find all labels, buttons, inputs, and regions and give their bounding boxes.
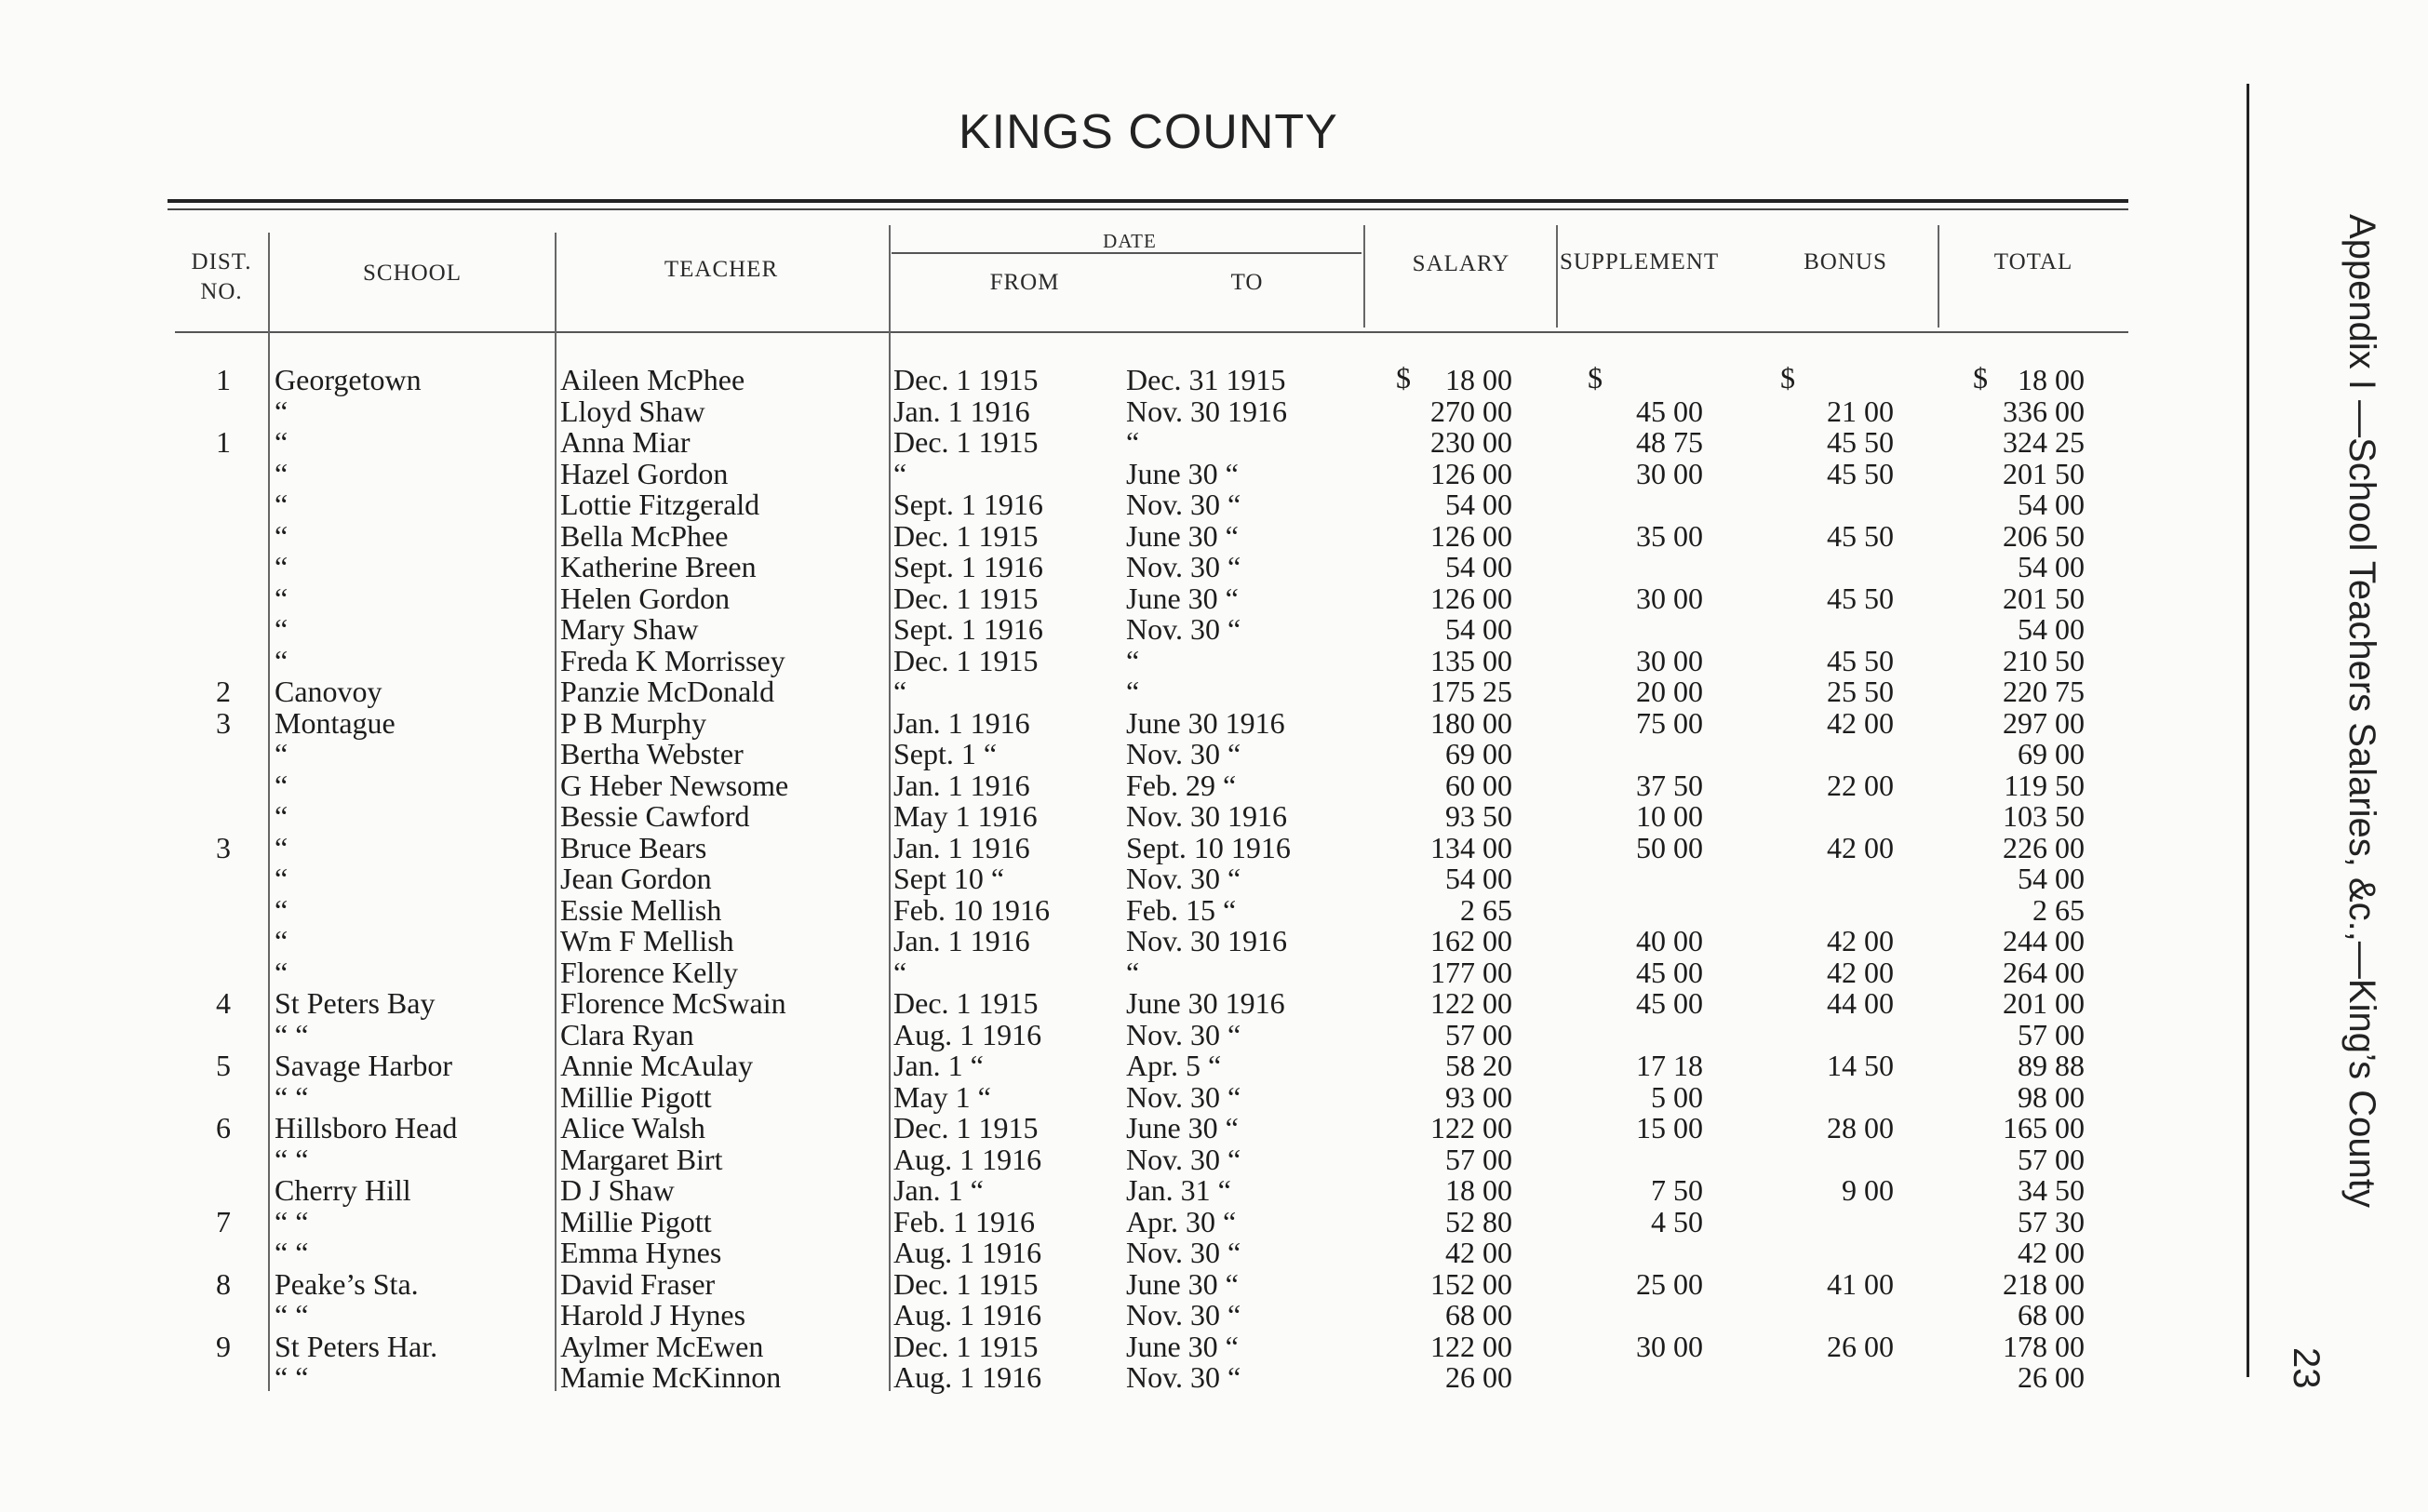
cell-from: Dec. 1 1915	[893, 1266, 1039, 1301]
cell-from: Jan. 1 “	[893, 1173, 984, 1207]
cell-supplement: 10 00	[1636, 799, 1703, 833]
cell-teacher: Margaret Birt	[560, 1142, 723, 1176]
cell-to: June 30 “	[1126, 1266, 1239, 1301]
cell-total: 54 00	[2018, 612, 2085, 646]
cell-salary: 54 00	[1445, 488, 1512, 521]
page-number: 23	[2286, 1347, 2327, 1389]
cell-school: “	[275, 892, 288, 927]
column-divider	[268, 233, 270, 1391]
cell-total: 210 50	[2003, 643, 2085, 677]
cell-school: “	[275, 581, 288, 615]
cell-from: Sept. 1 “	[893, 737, 998, 770]
cell-bonus: 45 50	[1827, 643, 1894, 677]
cell-from: Aug. 1 1916	[893, 1017, 1042, 1051]
cell-school: Peake’s Sta.	[275, 1266, 419, 1301]
cell-dist: 3	[216, 830, 231, 864]
cell-teacher: Jean Gordon	[560, 862, 712, 895]
cell-salary: 177 00	[1430, 955, 1512, 989]
cell-teacher: Aylmer McEwen	[560, 1329, 764, 1363]
cell-dist: 7	[216, 1204, 231, 1238]
cell-school: “	[275, 768, 288, 802]
cell-school: Savage Harbor	[275, 1049, 453, 1082]
cell-teacher: Wm F Mellish	[560, 924, 734, 957]
side-rule	[2247, 84, 2249, 1377]
header-from: FROM	[989, 270, 1060, 295]
cell-total: 220 75	[2003, 675, 2085, 708]
cell-total: 324 25	[2003, 425, 2085, 459]
cell-school: “	[275, 612, 288, 646]
cell-total: 2 65	[2032, 892, 2085, 927]
cell-to: June 30 “	[1126, 1329, 1239, 1363]
cell-salary: 57 00	[1445, 1142, 1512, 1176]
cell-to: Nov. 30 “	[1126, 1360, 1241, 1394]
cell-from: Dec. 1 1915	[893, 1111, 1039, 1144]
cell-school: “	[275, 643, 288, 677]
cell-salary: 175 25	[1430, 675, 1512, 708]
cell-salary: 54 00	[1445, 550, 1512, 583]
cell-total: 69 00	[2018, 737, 2085, 770]
cell-from: Aug. 1 1916	[893, 1360, 1042, 1394]
cell-supplement: 48 75	[1636, 425, 1703, 459]
cell-bonus: 42 00	[1827, 924, 1894, 957]
cell-dist: 5	[216, 1049, 231, 1082]
cell-school: “	[275, 924, 288, 957]
cell-teacher: Essie Mellish	[560, 892, 722, 927]
side-caption: Appendix I —School Teachers Salaries, &c.,—King’s County	[2341, 214, 2382, 1208]
cell-total: 98 00	[2018, 1079, 2085, 1114]
cell-to: Nov. 30 1916	[1126, 924, 1288, 957]
cell-dist: 8	[216, 1266, 231, 1301]
cell-total: 264 00	[2003, 955, 2085, 989]
cell-school: “	[275, 737, 288, 770]
cell-supplement: 45 00	[1636, 986, 1703, 1020]
cell-teacher: Clara Ryan	[560, 1017, 694, 1051]
cell-from: Dec. 1 1915	[893, 643, 1039, 677]
header-rule	[175, 331, 2128, 333]
cell-teacher: Hazel Gordon	[560, 456, 729, 490]
cell-salary: 2 65	[1460, 892, 1512, 927]
cell-from: Dec. 1 1915	[893, 1329, 1039, 1363]
cell-supplement: 45 00	[1636, 394, 1703, 428]
cell-to: June 30 “	[1126, 456, 1239, 490]
header-supplement: SUPPLEMENT	[1560, 249, 1720, 274]
cell-from: Jan. 1 1916	[893, 924, 1030, 957]
cell-from: Jan. 1 1916	[893, 768, 1030, 802]
cell-salary: 52 80	[1445, 1204, 1512, 1238]
cell-total: 201 00	[2003, 986, 2085, 1020]
cell-to: June 30 1916	[1126, 986, 1285, 1020]
cell-total: 226 00	[2003, 830, 2085, 864]
cell-from: Feb. 1 1916	[893, 1204, 1035, 1238]
cell-bonus: 26 00	[1827, 1329, 1894, 1363]
cell-total: 57 00	[2018, 1142, 2085, 1176]
cell-dist: 1	[216, 363, 231, 396]
cell-school: “ “	[275, 1360, 309, 1394]
cell-from: Dec. 1 1915	[893, 518, 1039, 553]
cell-total: 336 00	[2003, 394, 2085, 428]
header-teacher: TEACHER	[664, 257, 779, 282]
cell-from: “	[893, 955, 907, 989]
cell-school: “	[275, 394, 288, 428]
cell-salary: 126 00	[1430, 518, 1512, 553]
cell-total: 218 00	[2003, 1266, 2085, 1301]
cell-total: 244 00	[2003, 924, 2085, 957]
cell-to: Nov. 30 1916	[1126, 799, 1288, 833]
cell-bonus: 42 00	[1827, 705, 1894, 740]
cell-total: 26 00	[2018, 1360, 2085, 1394]
cell-teacher: Aileen McPhee	[560, 363, 745, 396]
cell-school: “ “	[275, 1142, 309, 1176]
cell-total: 54 00	[2018, 550, 2085, 583]
cell-from: Jan. 1 “	[893, 1049, 984, 1082]
cell-supplement: 75 00	[1636, 705, 1703, 740]
cell-salary: 69 00	[1445, 737, 1512, 770]
cell-teacher: Millie Pigott	[560, 1079, 712, 1114]
cell-to: June 30 “	[1126, 581, 1239, 615]
cell-bonus: 45 50	[1827, 518, 1894, 553]
cell-bonus: 45 50	[1827, 425, 1894, 459]
cell-total: 103 50	[2003, 799, 2085, 833]
cell-salary: 126 00	[1430, 456, 1512, 490]
cell-teacher: Florence McSwain	[560, 986, 786, 1020]
cell-from: Jan. 1 1916	[893, 394, 1030, 428]
cell-teacher: Katherine Breen	[560, 550, 757, 583]
column-divider	[1938, 225, 1939, 328]
cell-from: Sept 10 “	[893, 862, 1005, 895]
cell-salary: 68 00	[1445, 1298, 1512, 1331]
cell-to: Dec. 31 1915	[1126, 363, 1286, 396]
cell-school: “	[275, 456, 288, 490]
cell-bonus: 9 00	[1842, 1173, 1894, 1207]
cell-teacher: Bessie Cawford	[560, 799, 750, 833]
cell-from: Aug. 1 1916	[893, 1142, 1042, 1176]
cell-to: Nov. 30 “	[1126, 612, 1241, 646]
cell-supplement: 25 00	[1636, 1266, 1703, 1301]
cell-school: “	[275, 830, 288, 864]
top-rule	[168, 199, 2128, 203]
cell-to: Apr. 5 “	[1126, 1049, 1222, 1082]
cell-salary: 26 00	[1445, 1360, 1512, 1394]
cell-from: Dec. 1 1915	[893, 986, 1039, 1020]
cell-total: 57 00	[2018, 1017, 2085, 1051]
cell-school: Hillsboro Head	[275, 1111, 458, 1144]
cell-dist: 4	[216, 986, 231, 1020]
cell-teacher: Helen Gordon	[560, 581, 731, 615]
cell-dist: 2	[216, 675, 231, 708]
cell-teacher: G Heber Newsome	[560, 768, 789, 802]
cell-supplement: 37 50	[1636, 768, 1703, 802]
cell-from: Sept. 1 1916	[893, 550, 1043, 583]
currency-symbol: $	[1780, 361, 1795, 395]
cell-salary: 93 50	[1445, 799, 1512, 833]
cell-from: Sept. 1 1916	[893, 612, 1043, 646]
cell-teacher: Emma Hynes	[560, 1236, 722, 1269]
cell-school: “	[275, 799, 288, 833]
cell-bonus: 45 50	[1827, 456, 1894, 490]
cell-teacher: Mary Shaw	[560, 612, 699, 646]
cell-to: Sept. 10 1916	[1126, 830, 1291, 864]
cell-salary: 122 00	[1430, 1111, 1512, 1144]
cell-from: Feb. 10 1916	[893, 892, 1050, 927]
cell-salary: 126 00	[1430, 581, 1512, 615]
cell-teacher: Lloyd Shaw	[560, 394, 705, 428]
cell-dist: 3	[216, 705, 231, 740]
cell-school: “	[275, 488, 288, 521]
cell-salary: 42 00	[1445, 1236, 1512, 1269]
cell-salary: 152 00	[1430, 1266, 1512, 1301]
cell-bonus: 28 00	[1827, 1111, 1894, 1144]
cell-school: “ “	[275, 1236, 309, 1269]
cell-supplement: 40 00	[1636, 924, 1703, 957]
cell-total: 119 50	[2004, 768, 2085, 802]
cell-school: “	[275, 518, 288, 553]
cell-school: Montague	[275, 705, 396, 740]
cell-salary: 180 00	[1430, 705, 1512, 740]
cell-salary: 230 00	[1430, 425, 1512, 459]
column-divider	[1363, 225, 1365, 328]
cell-teacher: David Fraser	[560, 1266, 716, 1301]
cell-bonus: 42 00	[1827, 955, 1894, 989]
cell-from: Aug. 1 1916	[893, 1236, 1042, 1269]
cell-school: “	[275, 550, 288, 583]
cell-supplement: 50 00	[1636, 830, 1703, 864]
cell-school: “ “	[275, 1204, 309, 1238]
cell-from: Jan. 1 1916	[893, 830, 1030, 864]
cell-from: May 1 1916	[893, 799, 1038, 833]
header-no: NO.	[200, 279, 243, 304]
cell-school: “	[275, 955, 288, 989]
top-rule-thin	[168, 208, 2128, 210]
cell-to: June 30 “	[1126, 518, 1239, 553]
cell-school: “	[275, 862, 288, 895]
cell-supplement: 20 00	[1636, 675, 1703, 708]
cell-teacher: Lottie Fitzgerald	[560, 488, 760, 521]
header-school: SCHOOL	[362, 261, 463, 286]
cell-to: Nov. 30 “	[1126, 550, 1241, 583]
cell-to: “	[1126, 425, 1140, 459]
cell-total: 57 30	[2018, 1204, 2085, 1238]
cell-salary: 60 00	[1445, 768, 1512, 802]
cell-dist: 9	[216, 1329, 231, 1363]
cell-teacher: Annie McAulay	[560, 1049, 754, 1082]
cell-teacher: Panzie McDonald	[560, 675, 775, 708]
cell-salary: 58 20	[1445, 1049, 1512, 1082]
cell-teacher: Mamie McKinnon	[560, 1360, 782, 1394]
cell-to: Feb. 15 “	[1126, 892, 1237, 927]
cell-salary: 135 00	[1430, 643, 1512, 677]
cell-to: Nov. 30 “	[1126, 737, 1241, 770]
cell-to: Feb. 29 “	[1126, 768, 1237, 802]
cell-to: Nov. 30 “	[1126, 1236, 1241, 1269]
cell-total: 297 00	[2003, 705, 2085, 740]
cell-total: 178 00	[2003, 1329, 2085, 1363]
header-total: TOTAL	[1993, 249, 2073, 274]
cell-total: 54 00	[2018, 488, 2085, 521]
cell-teacher: Bertha Webster	[560, 737, 744, 770]
cell-teacher: Bruce Bears	[560, 830, 707, 864]
cell-school: Georgetown	[275, 363, 422, 396]
cell-total: 201 50	[2003, 581, 2085, 615]
cell-total: 201 50	[2003, 456, 2085, 490]
cell-from: Dec. 1 1915	[893, 363, 1039, 396]
cell-to: Nov. 30 “	[1126, 1079, 1241, 1114]
cell-salary: 93 00	[1445, 1079, 1512, 1114]
cell-bonus: 45 50	[1827, 581, 1894, 615]
cell-to: “	[1126, 675, 1140, 708]
cell-school: “ “	[275, 1298, 309, 1331]
cell-total: 54 00	[2018, 862, 2085, 895]
cell-salary: 134 00	[1430, 830, 1512, 864]
cell-school: “ “	[275, 1079, 309, 1114]
cell-school: “ “	[275, 1017, 309, 1051]
cell-bonus: 22 00	[1827, 768, 1894, 802]
header-salary: SALARY	[1412, 251, 1510, 276]
column-divider	[889, 225, 891, 1391]
cell-to: Nov. 30 “	[1126, 1142, 1241, 1176]
cell-salary: 54 00	[1445, 862, 1512, 895]
header-to: TO	[1230, 270, 1264, 295]
cell-supplement: 15 00	[1636, 1111, 1703, 1144]
currency-symbol: $	[1588, 361, 1603, 395]
cell-bonus: 21 00	[1827, 394, 1894, 428]
cell-salary: 122 00	[1430, 1329, 1512, 1363]
cell-salary: 270 00	[1430, 394, 1512, 428]
cell-to: Nov. 30 “	[1126, 862, 1241, 895]
cell-to: Nov. 30 “	[1126, 1298, 1241, 1331]
cell-teacher: Harold J Hynes	[560, 1298, 746, 1331]
cell-school: Canovoy	[275, 675, 382, 708]
cell-to: “	[1126, 955, 1140, 989]
cell-total: 165 00	[2003, 1111, 2085, 1144]
cell-teacher: P B Murphy	[560, 705, 707, 740]
cell-from: Aug. 1 1916	[893, 1298, 1042, 1331]
cell-total: 34 50	[2018, 1173, 2085, 1207]
cell-bonus: 41 00	[1827, 1266, 1894, 1301]
cell-bonus: 42 00	[1827, 830, 1894, 864]
cell-from: Jan. 1 1916	[893, 705, 1030, 740]
cell-supplement: 30 00	[1636, 643, 1703, 677]
cell-to: Nov. 30 “	[1126, 1017, 1241, 1051]
header-bonus: BONUS	[1804, 249, 1887, 274]
cell-salary: 54 00	[1445, 612, 1512, 646]
cell-dist: 6	[216, 1111, 231, 1144]
cell-to: Jan. 31 “	[1126, 1173, 1231, 1207]
cell-teacher: Anna Miar	[560, 425, 691, 459]
cell-supplement: 45 00	[1636, 955, 1703, 989]
cell-teacher: D J Shaw	[560, 1173, 675, 1207]
cell-from: “	[893, 675, 907, 708]
cell-salary: 18 00	[1445, 363, 1512, 396]
cell-from: “	[893, 456, 907, 490]
cell-supplement: 30 00	[1636, 456, 1703, 490]
cell-dist: 1	[216, 425, 231, 459]
cell-teacher: Millie Pigott	[560, 1204, 712, 1238]
cell-to: Nov. 30 “	[1126, 488, 1241, 521]
cell-salary: 122 00	[1430, 986, 1512, 1020]
cell-school: “	[275, 425, 288, 459]
cell-to: June 30 1916	[1126, 705, 1285, 740]
cell-to: Nov. 30 1916	[1126, 394, 1288, 428]
cell-total: 68 00	[2018, 1298, 2085, 1331]
cell-from: Dec. 1 1915	[893, 581, 1039, 615]
cell-teacher: Alice Walsh	[560, 1111, 705, 1144]
cell-supplement: 4 50	[1651, 1204, 1703, 1238]
header-date: DATE	[1103, 230, 1157, 252]
cell-supplement: 35 00	[1636, 518, 1703, 553]
column-divider	[1556, 225, 1558, 328]
cell-bonus: 14 50	[1827, 1049, 1894, 1082]
currency-symbol: $	[1973, 361, 1988, 395]
cell-total: 18 00	[2018, 363, 2085, 396]
cell-supplement: 5 00	[1651, 1079, 1703, 1114]
page-title: KINGS COUNTY	[959, 105, 1338, 159]
column-divider	[555, 233, 557, 1391]
cell-from: Dec. 1 1915	[893, 425, 1039, 459]
cell-total: 89 88	[2018, 1049, 2085, 1082]
cell-school: Cherry Hill	[275, 1173, 411, 1207]
cell-salary: 57 00	[1445, 1017, 1512, 1051]
cell-to: “	[1126, 643, 1140, 677]
cell-supplement: 30 00	[1636, 581, 1703, 615]
cell-total: 42 00	[2018, 1236, 2085, 1269]
cell-teacher: Florence Kelly	[560, 955, 739, 989]
cell-school: St Peters Har.	[275, 1329, 438, 1363]
cell-school: St Peters Bay	[275, 986, 436, 1020]
cell-teacher: Bella McPhee	[560, 518, 729, 553]
cell-bonus: 25 50	[1827, 675, 1894, 708]
cell-salary: 18 00	[1445, 1173, 1512, 1207]
cell-to: June 30 “	[1126, 1111, 1239, 1144]
cell-teacher: Freda K Morrissey	[560, 643, 785, 677]
cell-to: Apr. 30 “	[1126, 1204, 1237, 1238]
cell-from: Sept. 1 1916	[893, 488, 1043, 521]
cell-bonus: 44 00	[1827, 986, 1894, 1020]
cell-from: May 1 “	[893, 1079, 991, 1114]
currency-symbol: $	[1396, 361, 1411, 395]
cell-supplement: 17 18	[1636, 1049, 1703, 1082]
header-dist: DIST.	[191, 249, 252, 274]
cell-total: 206 50	[2003, 518, 2085, 553]
cell-supplement: 7 50	[1651, 1173, 1703, 1207]
cell-salary: 162 00	[1430, 924, 1512, 957]
cell-supplement: 30 00	[1636, 1329, 1703, 1363]
